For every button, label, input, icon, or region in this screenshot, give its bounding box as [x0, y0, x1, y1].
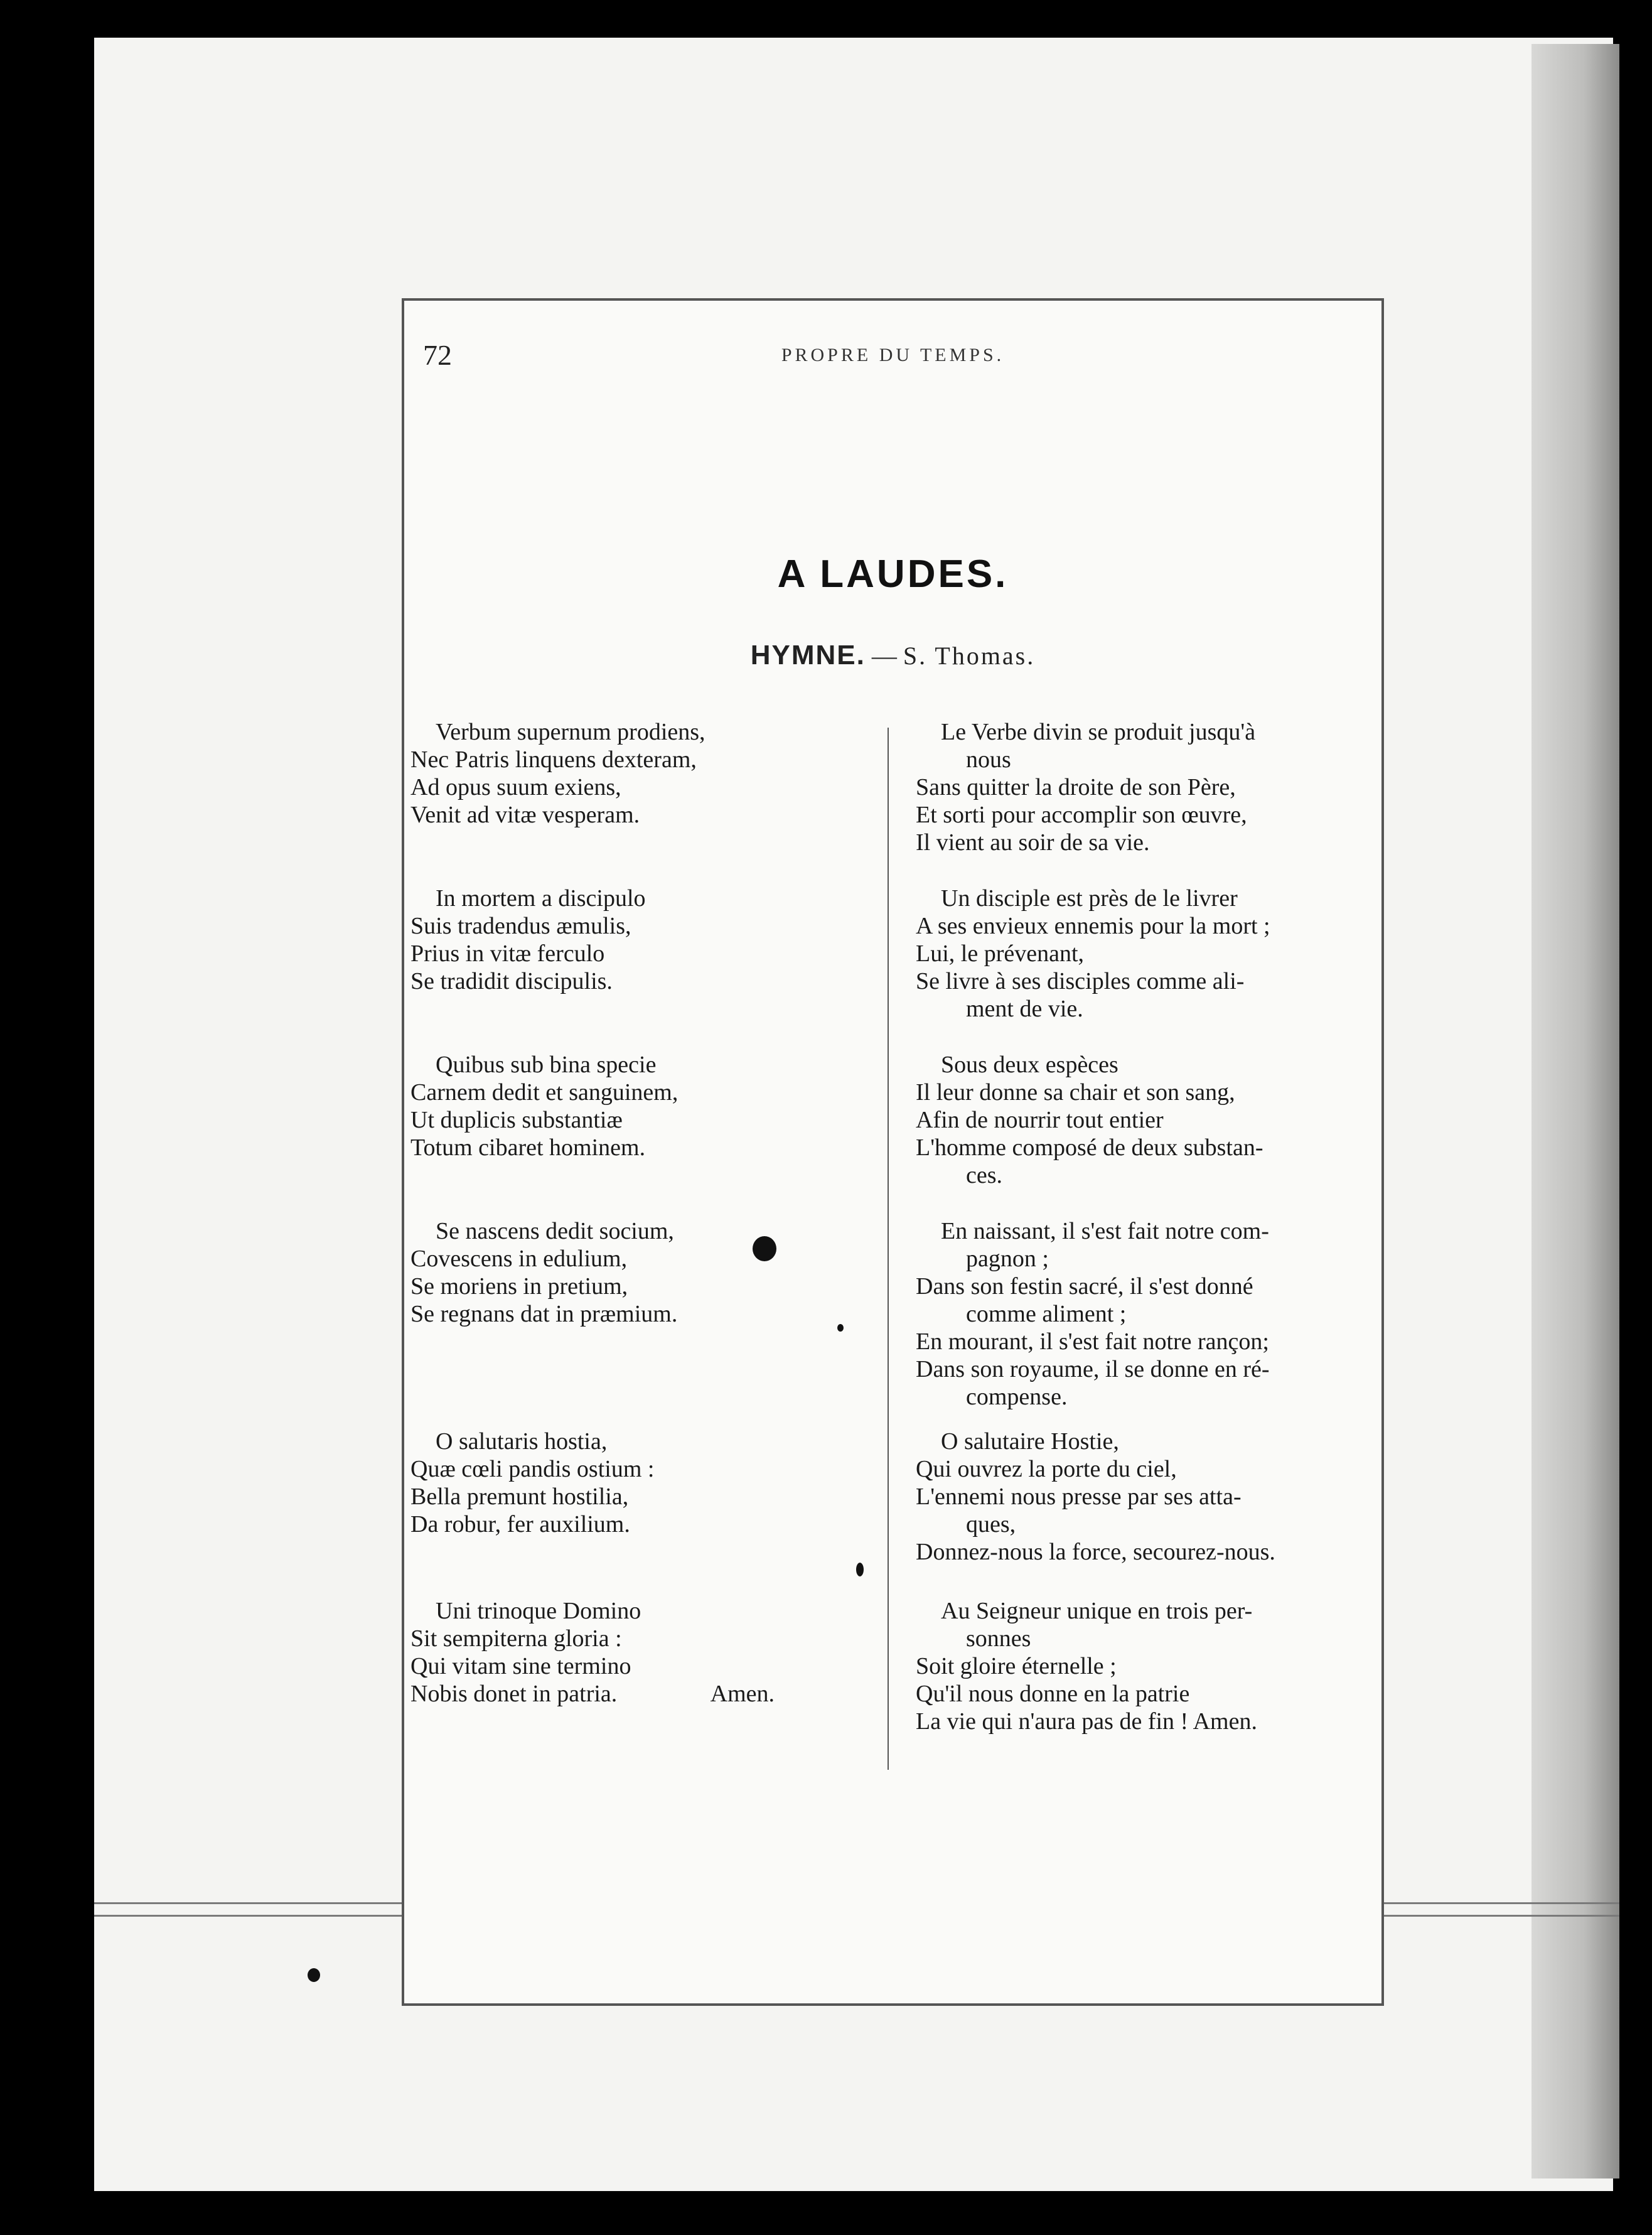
verse-line: Nec Patris linquens dexteram, — [410, 746, 697, 773]
verse-line: Se livre à ses disciples comme ali- — [916, 968, 1245, 994]
verse-line: Se regnans dat in præmium. — [410, 1301, 678, 1327]
verse-line: Nobis donet in patria. — [410, 1681, 618, 1707]
verse-line: Soit gloire éternelle ; — [916, 1653, 1117, 1679]
verse-line: Se tradidit discipulis. — [410, 968, 613, 994]
verse-line: Da robur, fer auxilium. — [410, 1511, 630, 1538]
hymn-label: HYMNE. — [750, 640, 866, 670]
french-stanza — [916, 1051, 1368, 1189]
verse-line: En naissant, il s'est fait notre com- — [941, 1218, 1269, 1244]
running-head: PROPRE DU TEMPS. — [781, 345, 1005, 365]
verse-line-with-amen — [410, 1680, 775, 1708]
verse-line: Suis tradendus æmulis, — [410, 913, 631, 939]
french-stanza — [916, 885, 1368, 1023]
verse-line: Ut duplicis substantiæ — [410, 1107, 623, 1133]
verse-line: A ses envieux ennemis pour la mort ; — [916, 913, 1270, 939]
french-stanza — [916, 1597, 1368, 1735]
verse-line: In mortem a discipulo — [436, 885, 646, 912]
verse-line: Qui ouvrez la porte du ciel, — [916, 1456, 1177, 1482]
french-stanza — [916, 1428, 1368, 1566]
verse-line: ment de vie. — [966, 996, 1083, 1022]
latin-stanza — [410, 1051, 869, 1161]
verse-line: Et sorti pour accomplir son œuvre, — [916, 802, 1247, 828]
amen-text: Amen. — [710, 1681, 775, 1707]
verse-line: Sous deux espèces — [941, 1052, 1118, 1078]
verse-line: Venit ad vitæ vesperam. — [410, 802, 640, 828]
verse-line: O salutaris hostia, — [436, 1428, 608, 1455]
ink-smudge — [753, 1236, 776, 1261]
hymn-separator: — — [865, 642, 897, 670]
sheet-edge — [1531, 44, 1619, 2178]
ink-smudge — [308, 1968, 320, 1982]
verse-line: Prius in vitæ ferculo — [410, 940, 605, 967]
verse-line: Ad opus suum exiens, — [410, 774, 621, 800]
verse-line: compense. — [966, 1384, 1068, 1410]
latin-stanza — [410, 885, 869, 995]
verse-line: La vie qui n'aura pas de fin ! Amen. — [916, 1708, 1257, 1735]
verse-line: Donnez-nous la force, secourez-nous. — [916, 1539, 1275, 1565]
verse-line: Afin de nourrir tout entier — [916, 1107, 1164, 1133]
verse-line: sonnes — [966, 1625, 1031, 1652]
verse-line: ces. — [966, 1162, 1003, 1188]
verse-line: pagnon ; — [966, 1246, 1049, 1272]
section-title: A LAUDES. — [777, 552, 1009, 596]
verse-line: Il vient au soir de sa vie. — [916, 829, 1150, 856]
ink-smudge — [856, 1563, 864, 1576]
verse-line: Quibus sub bina specie — [436, 1052, 657, 1078]
french-stanza — [916, 718, 1368, 856]
verse-line: O salutaire Hostie, — [941, 1428, 1119, 1455]
ink-smudge — [837, 1324, 844, 1332]
verse-line: Carnem dedit et sanguinem, — [410, 1079, 678, 1106]
verse-line: Au Seigneur unique en trois per- — [941, 1598, 1253, 1624]
verse-line: Sit sempiterna gloria : — [410, 1625, 622, 1652]
verse-line: L'ennemi nous presse par ses atta- — [916, 1484, 1242, 1510]
book-page — [402, 298, 1384, 2006]
verse-line: Verbum supernum prodiens, — [436, 719, 705, 745]
hymn-author: S. Thomas. — [903, 642, 1036, 670]
verse-line: Dans son royaume, il se donne en ré- — [916, 1356, 1270, 1382]
french-stanza — [916, 1217, 1368, 1411]
verse-line: Lui, le prévenant, — [916, 940, 1085, 967]
verse-line: ques, — [966, 1511, 1016, 1538]
verse-line: Quæ cœli pandis ostium : — [410, 1456, 655, 1482]
latin-stanza — [410, 1217, 869, 1328]
verse-line: En mourant, il s'est fait notre rançon; — [916, 1328, 1269, 1355]
hymn-title — [404, 640, 1381, 671]
page-number: 72 — [423, 339, 452, 371]
latin-stanza — [410, 1597, 869, 1708]
verse-line: Se nascens dedit socium, — [436, 1218, 674, 1244]
verse-line: Dans son festin sacré, il s'est donné — [916, 1273, 1253, 1300]
verse-line: comme aliment ; — [966, 1301, 1127, 1327]
verse-line: Covescens in edulium, — [410, 1246, 628, 1272]
verse-line: Uni trinoque Domino — [436, 1598, 641, 1624]
column-divider — [888, 728, 889, 1770]
verse-line: Bella premunt hostilia, — [410, 1484, 629, 1510]
latin-stanza — [410, 718, 869, 829]
verse-line: Sans quitter la droite de son Père, — [916, 774, 1236, 800]
verse-line: Qu'il nous donne en la patrie — [916, 1681, 1190, 1707]
latin-stanza — [410, 1428, 869, 1538]
verse-line: Un disciple est près de le livrer — [941, 885, 1238, 912]
verse-line: Totum cibaret hominem. — [410, 1134, 646, 1161]
verse-line: Se moriens in pretium, — [410, 1273, 628, 1300]
verse-line: nous — [966, 746, 1011, 773]
verse-line: Qui vitam sine termino — [410, 1653, 631, 1679]
verse-line: Il leur donne sa chair et son sang, — [916, 1079, 1235, 1106]
verse-line: L'homme composé de deux substan- — [916, 1134, 1263, 1161]
verse-line: Le Verbe divin se produit jusqu'à — [941, 719, 1256, 745]
